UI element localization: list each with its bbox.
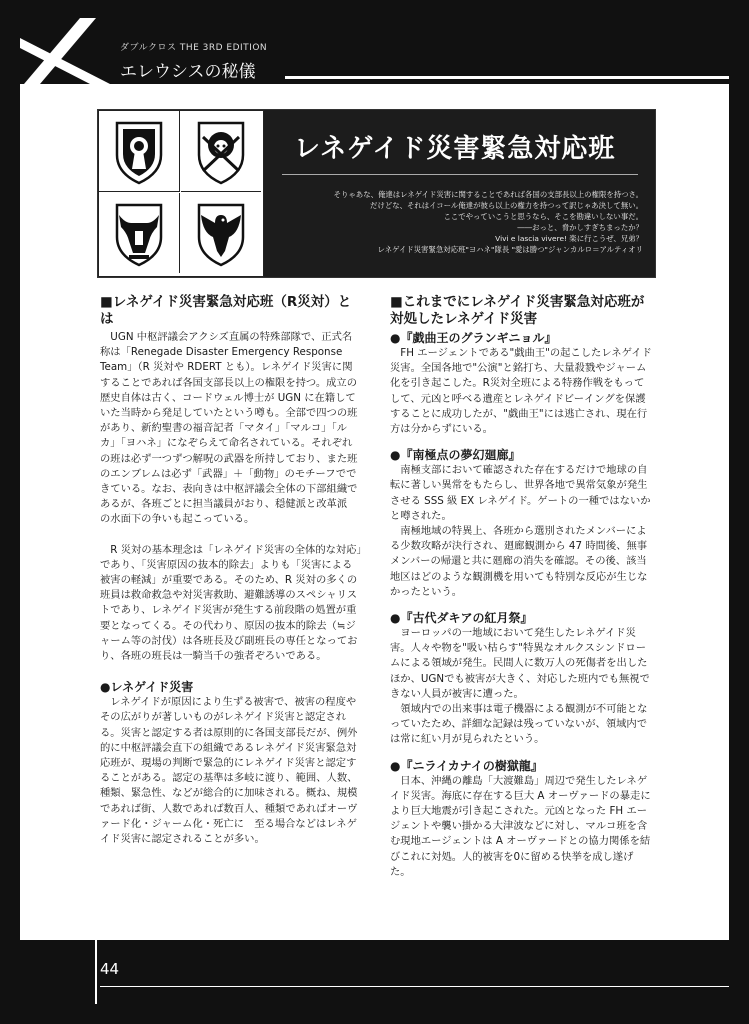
title-underline bbox=[282, 174, 638, 175]
left-column bbox=[100, 294, 362, 847]
page-number: 44 bbox=[100, 960, 120, 978]
keyhole-emblem-icon bbox=[99, 111, 180, 192]
page-header bbox=[20, 18, 729, 84]
quote-line: Vivi e lascia vivere! 楽に行こうぜ、兄弟？ bbox=[495, 234, 643, 243]
bull-emblem-icon bbox=[99, 193, 180, 273]
right-column bbox=[390, 294, 652, 880]
body-paragraph: UGN 中枢評議会アクシズ直属の特殊部隊で、正式名称は「Renegade Disaster Emergency Response Team」（R 災対や RDERT とも）。レネゲイド災害に関することであれば各国支部長以上の権限を持つ。成立の歴史自体は古く、コードウェル博士が UGN に在籍していた当時から発足していたという噂も。全部で四つの班があり、新約聖書の福音記者「マタイ」「マルコ」「ルカ」「ヨハネ」になぞらえて命名されている。それぞれの班は必ず一つずつ解呪の武器を所持しており、また班のエンブレムは必ず「武器」＋「動物」のモチーフでできている。なお、表向きは中枢評議会全体の下部組織であるが、各班ごとに担当議員がおり、穏健派と改革派 の水面下の争いも起こっている。 bbox=[100, 331, 358, 526]
footer-divider bbox=[95, 940, 97, 1004]
page bbox=[20, 18, 729, 1004]
entry-title: ●『南極点の夢幻廻廊』 bbox=[390, 448, 521, 463]
section-heading: ■これまでにレネゲイド災害緊急対応班が対処したレネゲイド災害 bbox=[390, 294, 645, 327]
entry-paragraph: 日本、沖縄の離島「大渡難島」周辺で発生したレネゲイド災害。海底に存在する巨大 A オーヴァードの暴走により巨大地震が引き起こされた。元凶となった FH エージェントや襲い掛かる大津波などに対し、マルコ班を含む現地エージェントは A オーヴァードとの協力関係を結びこれに対処。人的被害を0に留める快挙を成し遂げた。 bbox=[390, 774, 651, 878]
section-banner bbox=[97, 109, 656, 278]
section-title: レネゲイド災害緊急対応班 bbox=[294, 134, 616, 164]
page-footer bbox=[20, 940, 729, 1004]
entry-title: ●『古代ダキアの紅月祭』 bbox=[390, 611, 533, 626]
body-paragraph: レネゲイドが原因により生ずる被害で、被害の程度やその広がりが著しいものがレネゲイド災害と認定される。災害と認定する者は原則的に各国支部長だが、例外的に中枢評議会直下の組織であるレネゲイド災害緊急対応班が、現場の判断で緊急的にレネゲイド災害と認定することがある。認定の基準は多岐に渡り、範囲、人数、種類、緊急性、などが総合的に加味される。概ね、規模であれば街、人数であれば数百人、種類であればオーヴァード化・ジャーム化・死亡に 至る場合などはレネゲイド災害に認定されることが多い。 bbox=[100, 696, 358, 846]
header-rule bbox=[285, 76, 729, 79]
section-heading: ■レネゲイド災害緊急対応班（R災対）とは bbox=[100, 294, 352, 327]
epigraph-quote bbox=[283, 189, 643, 255]
quote-line: だけどな、それはイコール俺達が彼ら以上の権力を持つって訳じゃあ決して無い。 bbox=[370, 201, 643, 210]
entry-paragraph: FH エージェントである"戯曲王"の起こしたレネゲイド災害。全国各地で"公演"と銘打ち、大量殺戮やジャーム化を引き起こした。R災対全班による特務作戦をもってして、元凶と呼べる遺産とレネゲイドビーイングを保護することに成功したが、"戯曲王"には逃亡され、現在行方は分からずにいる。 bbox=[390, 347, 652, 436]
entry-paragraph: ヨーロッパの一地域において発生したレネゲイド災害。人々や物を"吸い枯らす"特異なオルクスシンドロームによる領域が発生。民間人に数万人の死傷者を出したほか、UGNでも被害が大きく、対応した班内でも無視できない人員が被害に遭った。 bbox=[390, 627, 650, 700]
emblem-grid bbox=[98, 110, 264, 277]
footer-rule bbox=[100, 986, 729, 987]
quote-line: ここでやっていこうと思うなら、そこを勘違いしない事だ。 bbox=[443, 212, 643, 221]
quote-attribution: レネゲイド災害緊急対応班"ヨハネ"隊長 "愛は勝つ"ジャンカルロ＝アルティオリ bbox=[377, 245, 643, 254]
lion-emblem-icon bbox=[181, 111, 261, 192]
entry-title: ●『ニライカナイの樹獄龍』 bbox=[390, 758, 543, 773]
entry-paragraph: 領域内での出来事は電子機器による観測が不可能となっていたため、詳細な記録は残っていないが、領域内では常に紅い月が見られたという。 bbox=[390, 703, 648, 746]
subsection-heading: ●レネゲイド災害 bbox=[100, 680, 194, 695]
quote-line: ――おっと、脅かしすぎちまったか？ bbox=[517, 223, 643, 232]
quote-line: そりゃあな、俺達はレネゲイド災害に関することであれば各国の支部長以上の権限を持つさ。 bbox=[333, 190, 643, 199]
eagle-emblem-icon bbox=[181, 193, 261, 273]
body-paragraph: R 災対の基本理念は「レネゲイド災害の全体的な対応」であり、「災害原因の抜本的除去」よりも「災害による被害の軽減」が重要である。そのため、R 災対の多くの班員は救命救急や対災害救助、避難誘導のスペシャリストであり、レネゲイド災害が発生する前段階の処置が重要となってくる。その代わり、原因の抜本的除去（≒ジャーム等の討伐）は各班長及び副班長の専任となっており、各班の班長は一騎当千の強者ぞろいである。 bbox=[100, 543, 362, 663]
header-subtitle: ダブルクロス THE 3RD EDITION bbox=[120, 43, 268, 53]
entry-title: ●『戯曲王のグランギニョル』 bbox=[390, 331, 557, 345]
entry-paragraph: 南極支部において確認された存在するだけで地球の自転に著しい異常をもたらし、世界各地で異常気象が発生させる SSS 級 EX レネゲイド。ゲートの一種ではないかと噂された。 bbox=[390, 464, 651, 522]
header-title: エレウシスの秘儀 bbox=[120, 62, 256, 82]
entry-paragraph: 南極地域の特異上、各班から選別されたメンバーによる少数攻略が決行され、廻廊観測から 47 時間後、無事メンバーの帰還と共に廻廊の消失を確認。その後、該当地区はどのような観測機を用いても特別な反応が生じなかったという。 bbox=[390, 525, 648, 598]
